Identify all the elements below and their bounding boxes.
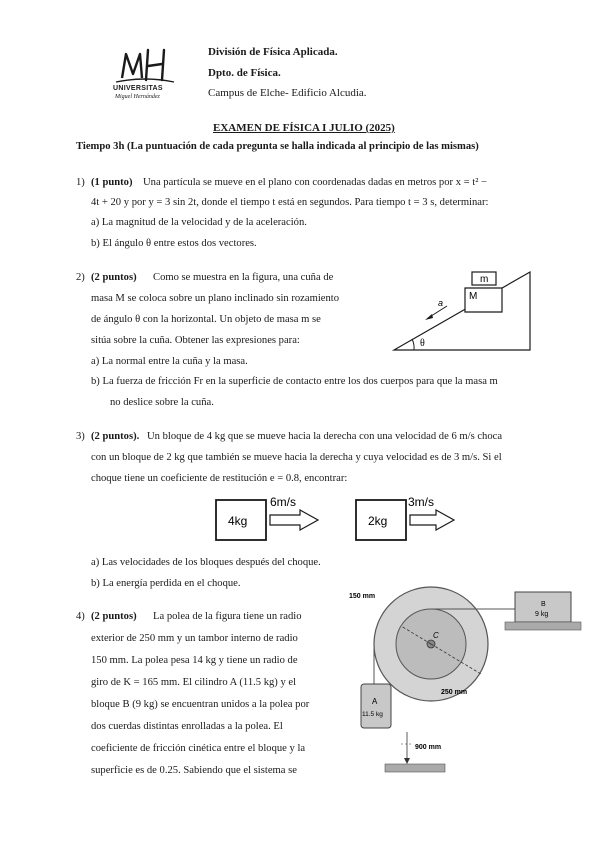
- q4-text-3: 150 mm. La polea pesa 14 kg y tiene un radio de: [91, 655, 298, 666]
- q1-number: 1): [76, 177, 85, 188]
- q3-text-2: con un bloque de 2 kg que también se mueve hacia la derecha y cuya velocidad es de 3 m/s. Si el: [91, 452, 502, 463]
- q2-text-4: sitúa sobre la cuña. Obtener las expresiones para:: [91, 335, 300, 346]
- block-4kg-label: 4kg: [228, 514, 248, 528]
- q2-item-b-2: no deslice sobre la cuña.: [110, 397, 214, 408]
- q4-text-7: coeficiente de fricción cinética entre el bloque y la: [91, 743, 306, 754]
- ground-B: [505, 622, 581, 630]
- fig-label-A-mass: 11.5 kg: [362, 711, 383, 718]
- fig-label-B: B: [541, 601, 546, 608]
- q3-number: 3): [76, 431, 85, 442]
- wedge-incline-figure: [392, 262, 532, 354]
- q4-text-5: bloque B (9 kg) se encuentran unidos a la polea por: [91, 699, 310, 710]
- q2-points: (2 puntos): [91, 272, 137, 283]
- header-division: División de Física Aplicada.: [208, 46, 338, 58]
- q4-text-8: superficie es de 0.25. Sabiendo que el sistema se: [91, 765, 297, 776]
- logo-text-name: Miguel Hernández: [115, 94, 160, 100]
- q4-number: 4): [76, 611, 85, 622]
- q4-text-2: exterior de 250 mm y un tambor interno de radio: [91, 633, 298, 644]
- q2-text-2: masa M se coloca sobre un plano inclinado sin rozamiento: [91, 293, 340, 304]
- fig-label-m: m: [480, 274, 489, 285]
- q1-item-b: b) El ángulo θ entre estos dos vectores.: [91, 238, 257, 249]
- velocity-2-label: 3m/s: [408, 495, 435, 509]
- ground-A: [385, 764, 445, 772]
- q2-number: 2): [76, 272, 85, 283]
- block-2kg-label: 2kg: [368, 514, 388, 528]
- drop-dimension-arrow: [404, 758, 410, 764]
- q2-item-b-1: b) La fuerza de fricción Fr en la superficie de contacto entre los dos cuerpos para que la masa m: [91, 376, 498, 387]
- exam-title: EXAMEN DE FÍSICA I JULIO (2025): [213, 122, 395, 134]
- q3-text-1: Un bloque de 4 kg que se mueve hacia la derecha con una velocidad de 6 m/s choca: [147, 431, 503, 442]
- velocity-arrow-1: [270, 510, 318, 530]
- q2-text-1: Como se muestra en la figura, una cuña de: [153, 272, 334, 283]
- q1-points: (1 punto): [91, 177, 133, 188]
- q1-text-2: 4t + 20 y por y = 3 sin 2t, donde el tiempo t está en segundos. Para tiempo t = 3 s, determinar:: [91, 197, 489, 208]
- pulley-figure: [345, 586, 585, 776]
- header-department: Dpto. de Física.: [208, 67, 281, 79]
- q2-item-a: a) La normal entre la cuña y la masa.: [91, 356, 248, 367]
- velocity-1-label: 6m/s: [270, 495, 297, 509]
- fig-label-inner-radius: 150 mm: [349, 593, 376, 600]
- exam-subtitle: Tiempo 3h (La puntuación de cada pregunta se halla indicada al principio de las mismas): [76, 141, 479, 152]
- q4-text-1: La polea de la figura tiene un radio: [153, 611, 302, 622]
- angle-arc: [412, 339, 414, 350]
- q1-item-a: a) La magnitud de la velocidad y de la aceleración.: [91, 217, 307, 228]
- q4-text-4: giro de K = 165 mm. El cilindro A (11.5 kg) y el: [91, 677, 297, 688]
- collision-figure: [214, 490, 474, 546]
- cylinder-A: [361, 684, 391, 728]
- acceleration-arrow-head: [425, 314, 433, 320]
- q3-points: (2 puntos).: [91, 431, 140, 442]
- fig-label-center: C: [433, 631, 439, 640]
- velocity-arrow-2: [410, 510, 454, 530]
- logo-text-universitas: UNIVERSITAS: [113, 85, 163, 92]
- q3-item-b: b) La energía perdida en el choque.: [91, 578, 241, 589]
- fig-label-M: M: [469, 291, 478, 302]
- header-campus: Campus de Elche- Edificio Alcudia.: [208, 87, 367, 99]
- university-logo: [100, 40, 190, 110]
- fig-label-B-mass: 9 kg: [535, 611, 549, 618]
- fig-label-a: a: [438, 298, 444, 308]
- q2-text-3: de ángulo θ con la horizontal. Un objeto de masa m se: [91, 314, 321, 325]
- q4-points: (2 puntos): [91, 611, 137, 622]
- fig-label-drop: 900 mm: [415, 744, 442, 751]
- q3-item-a: a) Las velocidades de los bloques después del choque.: [91, 557, 321, 568]
- fig-label-outer-radius: 250 mm: [441, 689, 468, 696]
- fig-label-theta: θ: [420, 338, 425, 349]
- incline-plane: [394, 272, 530, 350]
- fig-label-A: A: [372, 697, 378, 706]
- q4-text-6: dos cuerdas distintas enrolladas a la polea. El: [91, 721, 283, 732]
- q1-text-1: Una partícula se mueve en el plano con coordenadas dadas en metros por x = t² −: [143, 177, 488, 188]
- q3-text-3: choque tiene un coeficiente de restitución e = 0.8, encontrar:: [91, 473, 348, 484]
